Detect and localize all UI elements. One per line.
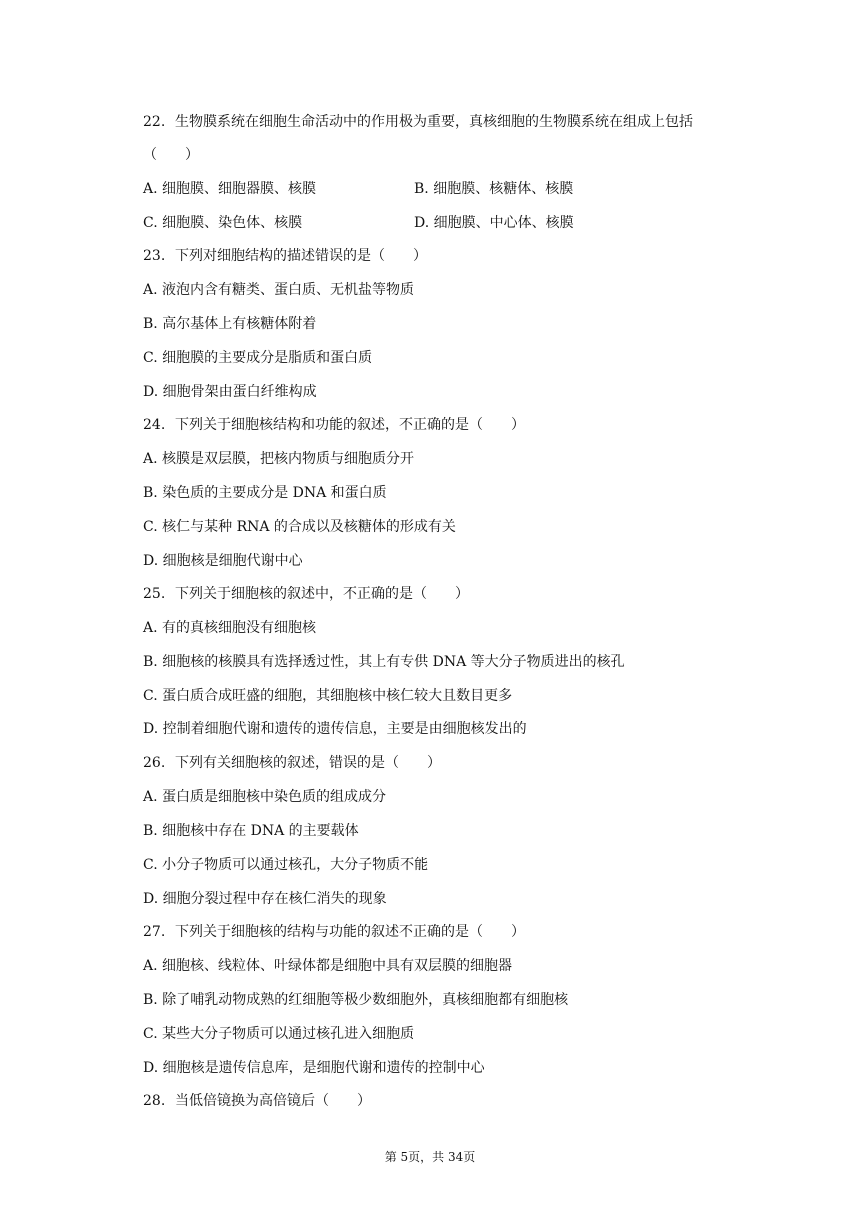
option-b: B. 染色质的主要成分是 DNA 和蛋白质: [143, 485, 387, 501]
option-b: B. 除了哺乳动物成熟的红细胞等极少数细胞外，真核细胞都有细胞核: [143, 992, 569, 1008]
option-b: B. 细胞核的核膜具有选择透过性，其上有专供 DNA 等大分子物质进出的核孔: [143, 654, 625, 670]
option-d: D. 细胞分裂过程中存在核仁消失的现象: [143, 891, 387, 907]
option-b: B. 细胞核中存在 DNA 的主要载体: [143, 823, 359, 839]
question-text: 生物膜系统在细胞生命活动中的作用极为重要，真核细胞的生物膜系统在组成上包括: [175, 114, 693, 130]
question-text: 下列关于细胞核结构和功能的叙述，不正确的是（ ）: [175, 417, 525, 433]
question-number: 26.: [143, 755, 166, 771]
question-24-stem: [143, 415, 525, 435]
question-25-stem: [143, 584, 469, 604]
question-number: 24.: [143, 417, 166, 433]
option-a: A. 核膜是双层膜，把核内物质与细胞质分开: [143, 451, 415, 467]
option-d: D. 细胞骨架由蛋白纤维构成: [143, 384, 317, 400]
option-c: C. 小分子物质可以通过核孔，大分子物质不能: [143, 857, 429, 873]
option-c: C. 细胞膜、染色体、核膜: [143, 215, 303, 231]
question-22-stem: [143, 112, 693, 132]
option-c: C. 某些大分子物质可以通过核孔进入细胞质: [143, 1026, 415, 1042]
option-d: D. 细胞膜、中心体、核膜: [414, 215, 574, 231]
question-number: 25.: [143, 586, 166, 602]
page-footer: 第 5页，共 34页: [384, 1150, 476, 1164]
question-number: 27.: [143, 924, 166, 940]
option-a: A. 有的真核细胞没有细胞核: [143, 620, 317, 636]
option-c: C. 核仁与某种 RNA 的合成以及核糖体的形成有关: [143, 519, 456, 535]
option-a: A. 细胞核、线粒体、叶绿体都是细胞中具有双层膜的细胞器: [143, 958, 513, 974]
question-27-stem: [143, 922, 525, 942]
question-number: 23.: [143, 248, 166, 264]
option-b: B. 高尔基体上有核糖体附着: [143, 316, 317, 332]
option-b: B. 细胞膜、核糖体、核膜: [414, 181, 574, 197]
question-text: 下列有关细胞核的叙述，错误的是（ ）: [175, 755, 441, 771]
option-d: D. 控制着细胞代谢和遗传的遗传信息，主要是由细胞核发出的: [143, 721, 527, 737]
question-number: 28.: [143, 1093, 166, 1109]
option-c: C. 细胞膜的主要成分是脂质和蛋白质: [143, 350, 373, 366]
option-c: C. 蛋白质合成旺盛的细胞，其细胞核中核仁较大且数目更多: [143, 688, 513, 704]
option-d: D. 细胞核是细胞代谢中心: [143, 553, 303, 569]
option-a: A. 蛋白质是细胞核中染色质的组成成分: [143, 789, 387, 805]
question-number: 22.: [143, 114, 166, 130]
option-row: [143, 179, 743, 199]
option-a: A. 液泡内含有糖类、蛋白质、无机盐等物质: [143, 282, 415, 298]
question-text: 当低倍镜换为高倍镜后（ ）: [175, 1093, 371, 1109]
question-text: 下列关于细胞核的结构与功能的叙述不正确的是（ ）: [175, 924, 525, 940]
option-row: [143, 213, 743, 233]
question-28-stem: [143, 1091, 371, 1111]
option-a: A. 细胞膜、细胞器膜、核膜: [143, 181, 317, 197]
question-text: 下列对细胞结构的描述错误的是（ ）: [175, 248, 427, 264]
question-26-stem: [143, 753, 441, 773]
question-22-stem-continued: （ ）: [143, 147, 199, 163]
question-23-stem: [143, 246, 427, 266]
option-d: D. 细胞核是遗传信息库，是细胞代谢和遗传的控制中心: [143, 1060, 485, 1076]
question-text: 下列关于细胞核的叙述中，不正确的是（ ）: [175, 586, 469, 602]
